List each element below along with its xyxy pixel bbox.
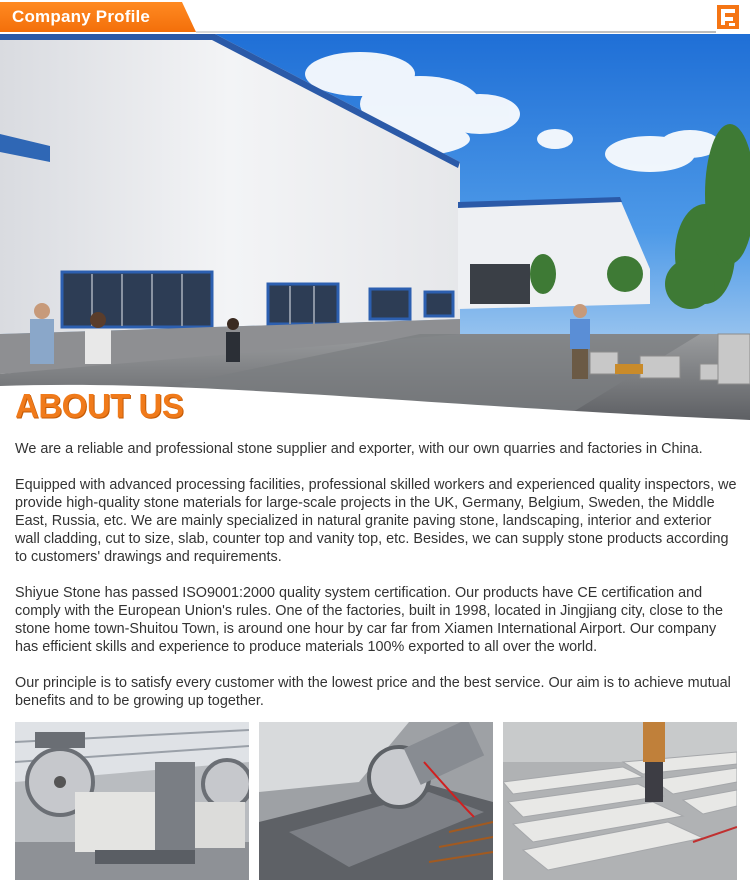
about-paragraph: Equipped with advanced processing facilities, professional skilled workers and experienced quality inspectors, we provide high-quality stone materials for large-scale projects in the UK, Germany, Belgium, Sweden, the Middle East, Russia, etc. We are mainly specialized in natural granite paving stone, landscaping, interior and exterior wall cladding, cut to size, slab, counter top and vanity top, etc. Besides, we can supply stone products according to customers' drawings and requirements. bbox=[15, 477, 737, 565]
about-paragraph: Our principle is to satisfy every customer with the lowest price and the best service. Our aim is to achieve mutual benefits and to be growing up together. bbox=[15, 675, 731, 709]
paving-stone-stock-photo bbox=[503, 722, 737, 880]
block-cutting-saw-photo bbox=[15, 722, 249, 880]
about-heading: ABOUT US bbox=[15, 386, 184, 425]
slab-cutting-photo bbox=[259, 722, 493, 880]
about-paragraph: We are a reliable and professional stone supplier and exporter, with our own quarries and factories in China. bbox=[15, 441, 703, 457]
header-title: Company Profile bbox=[12, 7, 151, 26]
about-paragraph: Shiyue Stone has passed ISO9001:2000 quality system certification. Our products have CE certification and comply with the European Union's rules. One of the factories, built in 1998, located in Jingjiang city, close to the stone home town-Shuitou Town, is around one hour by car far from Xiamen International Airport. Our company has efficient skills and experience to produce materials 100% exported to all over the world. bbox=[15, 585, 724, 655]
header-divider bbox=[196, 31, 716, 33]
orange-square-logo-icon bbox=[716, 4, 740, 30]
page-header bbox=[0, 0, 750, 34]
factory-building-photo bbox=[0, 34, 750, 420]
about-text bbox=[15, 440, 737, 728]
